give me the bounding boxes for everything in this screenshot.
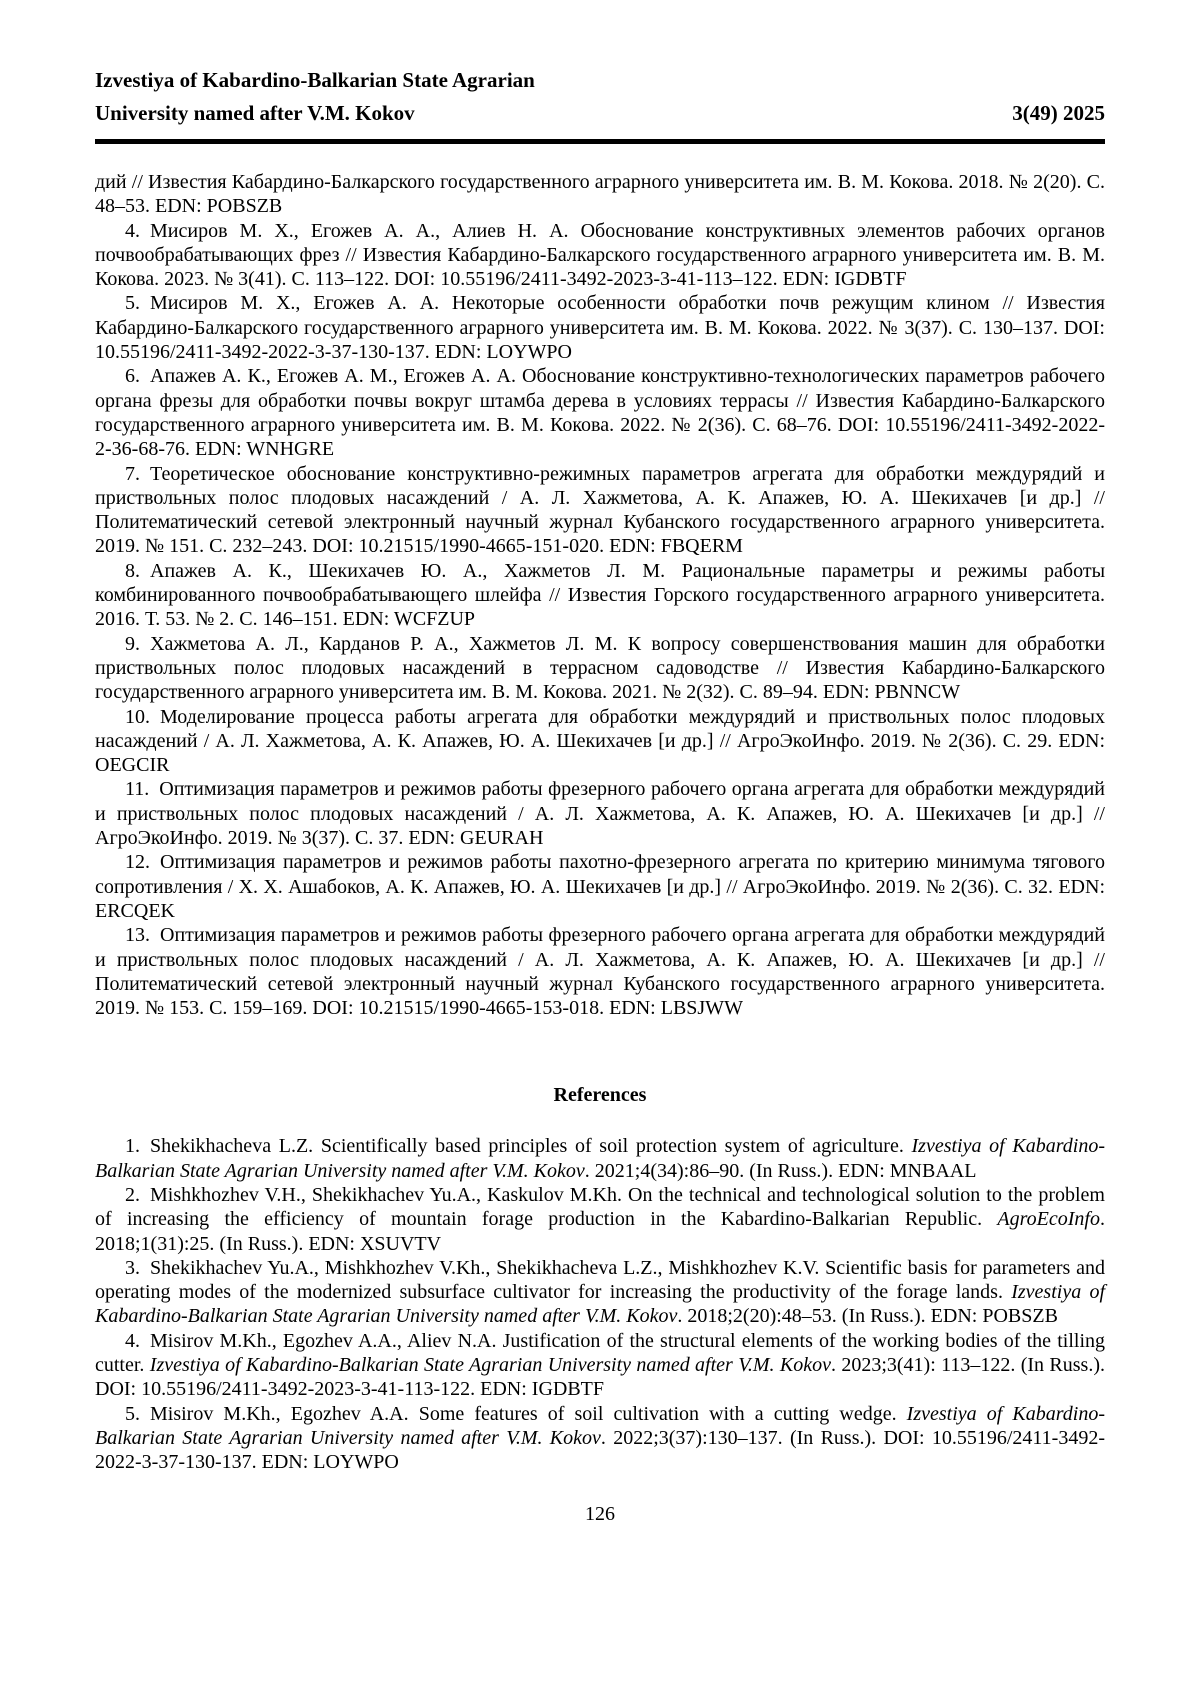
reference-text: 4. Мисиров М. Х., Егожев А. А., Алиев Н. А. Обоснование конструктивных элементов рабочих органов почвообрабатывающих фрез // Известия Кабардино-Балкарского государственного аграрного университета им. В. М. Кокова. 2023. № 3(41). С. 113–122. DOI: 10.55196/2411-3492-2023-3-41-113–122. EDN: IGDBTF — [95, 219, 1105, 291]
english-references-section — [95, 1134, 1105, 1474]
reference-ru-7 — [95, 462, 1105, 559]
reference-source-italic: Izvestiya of Kabardino-Balkarian State Agrarian University named after V.M. Kokov — [95, 1281, 1105, 1328]
reference-ru-9 — [95, 632, 1105, 705]
page-footer — [95, 1503, 1105, 1526]
reference-text: 9. Хажметова А. Л., Карданов Р. А., Хажметов Л. М. К вопросу совершенствования машин для обработки приствольных полос плодовых насаждений в террасном садоводстве // Известия Кабардино-Балкарского государственного аграрного университета им. В. М. Кокова. 2021. № 2(32). С. 89–94. EDN: PBNNCW — [95, 632, 1105, 704]
reference-text: 5. Misirov M.Kh., Egozhev A.A. Some features of soil cultivation with a cutting wedge. — [125, 1402, 907, 1425]
reference-text: . 2021;4(34):86–90. (In Russ.). EDN: MNBAAL — [584, 1159, 977, 1182]
reference-en-1 — [95, 1134, 1105, 1183]
reference-text: 3. Shekikhachev Yu.A., Mishkhozhev V.Kh., Shekikhacheva L.Z., Mishkhozhev K.V. Scientific basis for parameters and operating modes of the modernized subsurface cultivator for increasing the productivity of the forage lands. — [95, 1256, 1105, 1304]
page-number: 126 — [585, 1502, 615, 1525]
reference-source-italic: Izvestiya of Kabardino-Balkarian State Agrarian University named after V.M. Kokov — [95, 1402, 1105, 1449]
reference-ru-8 — [95, 559, 1105, 632]
reference-text: . 2023;3(41): 113–122. (In Russ.). DOI: 10.55196/2411-3492-2023-3-41-113-122. EDN: IGDBTF — [95, 1354, 1105, 1401]
reference-text: 10. Моделирование процесса работы агрегата для обработки междурядий и приствольных полос плодовых насаждений / А. Л. Хажметова, А. К. Апажев, Ю. А. Шекихачев [и др.] // АгроЭкоИнфо. 2019. № 2(36). С. 29. EDN: OEGCIR — [95, 705, 1105, 777]
reference-ru-5 — [95, 291, 1105, 364]
reference-ru-11 — [95, 777, 1105, 850]
reference-text: 7. Теоретическое обоснование конструктивно-режимных параметров агрегата для обработки междурядий и приствольных полос плодовых насаждений / А. Л. Хажметова, А. К. Апажев, Ю. А. Шекихачев [и др.] // Политематический сетевой электронный научный журнал Кубанского государственного аграрного университета. 2019. № 151. С. 232–243. DOI: 10.21515/1990-4665-151-020. EDN: FBQERM — [95, 462, 1105, 558]
reference-text: 6. Апажев А. К., Егожев А. М., Егожев А. А. Обоснование конструктивно-технологических параметров рабочего органа фрезы для обработки почвы вокруг штамба дерева в условиях террасы // Известия Кабардино-Балкарского государственного аграрного университета им. В. М. Кокова. 2022. № 2(36). С. 68–76. DOI: 10.55196/2411-3492-2022-2-36-68-76. EDN: WNHGRE — [95, 365, 1105, 461]
reference-text: 5. Мисиров М. Х., Егожев А. А. Некоторые особенности обработки почв режущим клином // Известия Кабардино-Балкарского государственного аграрного университета им. В. М. Кокова. 2022. № 3(37). С. 130–137. DOI: 10.55196/2411-3492-2022-3-37-130-137. EDN: LOYWPO — [95, 292, 1105, 364]
reference-source-italic: Izvestiya of Kabardino-Balkarian State Agrarian University named after V.M. Kokov — [149, 1354, 831, 1377]
journal-header — [95, 64, 1105, 144]
journal-issue: 3(49) 2025 — [1012, 101, 1105, 125]
reference-ru-10 — [95, 705, 1105, 778]
reference-source-italic: AgroEcoInfo — [997, 1208, 1100, 1231]
reference-ru-13 — [95, 923, 1105, 1020]
reference-text: 1. Shekikhacheva L.Z. Scientifically based principles of soil protection system of agriculture. — [125, 1135, 912, 1158]
reference-text: 12. Оптимизация параметров и режимов работы пахотно-фрезерного агрегата по критерию минимума тягового сопротивления / Х. Х. Ашабоков, А. К. Апажев, Ю. А. Шекихачев [и др.] // АгроЭкоИнфо. 2019. № 2(36). С. 32. EDN: ERCQEK — [95, 851, 1105, 922]
reference-en-2 — [95, 1183, 1105, 1256]
reference-text: 8. Апажев А. К., Шекихачев Ю. А., Хажметов Л. М. Рациональные параметры и режимы работы комбинированного почвообрабатывающего шлейфа // Известия Горского государственного аграрного университета. 2016. Т. 53. № 2. С. 146–151. EDN: WCFZUP — [95, 559, 1105, 631]
reference-text: . 2018;2(20):48–53. (In Russ.). EDN: POBSZB — [677, 1305, 1058, 1328]
reference-text: 2. Mishkhozhev V.H., Shekikhachev Yu.A., Kaskulov M.Kh. On the technical and technological solution to the problem of increasing the efficiency of mountain forage production in the Kabardino-Balkarian Republic. — [95, 1183, 1105, 1231]
reference-text: 11. Оптимизация параметров и режимов работы фрезерного рабочего органа агрегата для обработки междурядий и приствольных полос плодовых насаждений / А. Л. Хажметова, А. К. Апажев, Ю. А. Шекихачев [и др.] // АгроЭкоИнфо. 2019. № 3(37). С. 37. EDN: GEURAH — [95, 778, 1105, 850]
reference-en-3 — [95, 1256, 1105, 1329]
references-heading: References — [553, 1084, 647, 1107]
header-divider — [95, 139, 1105, 144]
journal-title-line2: University named after V.M. Kokov — [95, 101, 415, 125]
reference-text: . 2018;1(31):25. (In Russ.). EDN: XSUVTV — [95, 1208, 1105, 1255]
references-body — [95, 170, 1105, 1475]
reference-ru-4 — [95, 219, 1105, 292]
reference-text: 13. Оптимизация параметров и режимов работы фрезерного рабочего органа агрегата для обработки междурядий и приствольных полос плодовых насаждений / А. Л. Хажметова, А. К. Апажев, Ю. А. Шекихачев [и др.] // Политематический сетевой электронный научный журнал Кубанского государственного аграрного университета. 2019. № 153. С. 159–169. DOI: 10.21515/1990-4665-153-018. EDN: LBSJWW — [95, 924, 1105, 1020]
reference-text: 4. Misirov M.Kh., Egozhev A.A., Aliev N.A. Justification of the structural elements of the working bodies of the tilling cutter. — [95, 1329, 1105, 1377]
reference-source-italic: Izvestiya of Kabardino-Balkarian State Agrarian University named after V.M. Kokov — [95, 1135, 1106, 1182]
reference-ru-12 — [95, 850, 1105, 923]
reference-text: дий // Известия Кабардино-Балкарского государственного аграрного университета им. В. М. Кокова. 2018. № 2(20). С. 48–53. EDN: POBSZB — [95, 171, 1105, 218]
reference-text: . 2022;3(37):130–137. (In Russ.). DOI: 10.55196/2411-3492-2022-3-37-130-137. EDN: LOYWPO — [95, 1426, 1105, 1474]
russian-references-section — [95, 170, 1105, 1020]
reference-en-5 — [95, 1402, 1105, 1475]
reference-ru-6 — [95, 364, 1105, 461]
reference-en-4 — [95, 1329, 1105, 1402]
journal-title-line1: Izvestiya of Kabardino-Balkarian State Agrarian — [95, 68, 535, 92]
reference-ru-continuation — [95, 170, 1105, 219]
